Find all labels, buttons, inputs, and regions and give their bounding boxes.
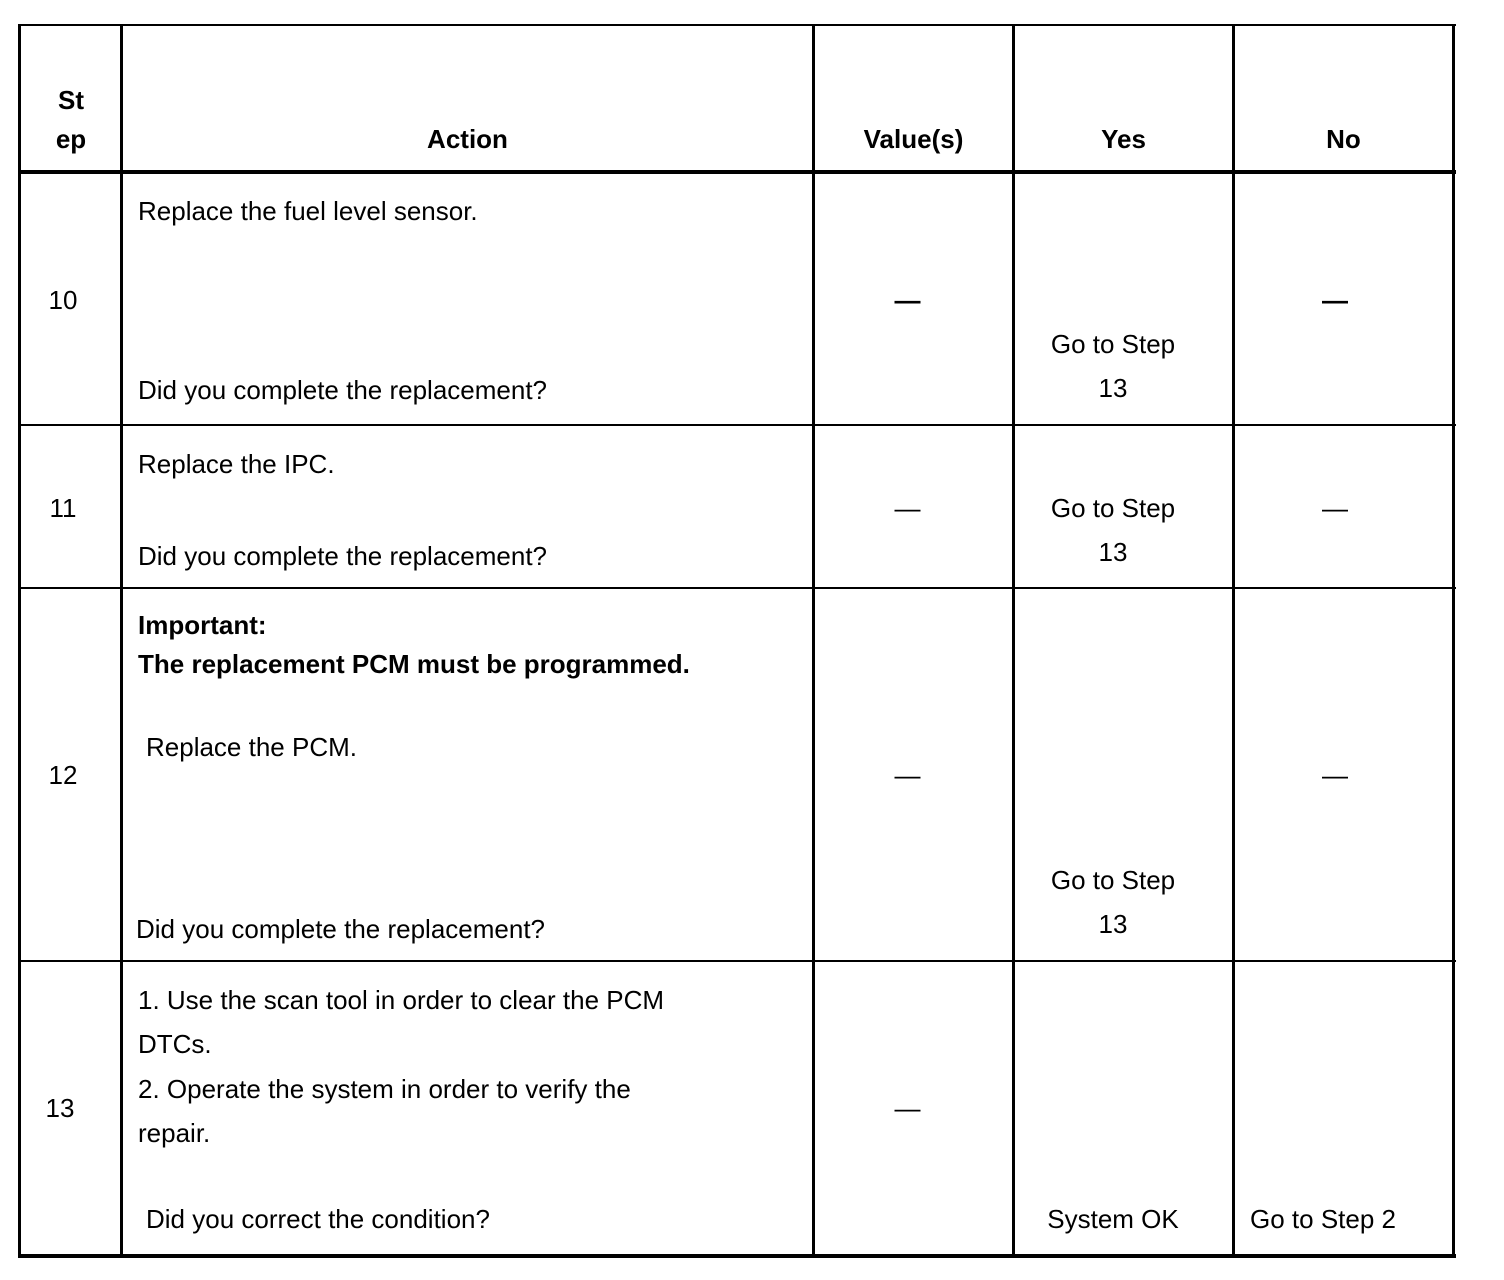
header-action: Action <box>427 124 508 154</box>
column-divider <box>1012 24 1015 1258</box>
table-border-right <box>1452 24 1455 1258</box>
step-number: 10 <box>48 285 78 315</box>
action-text: Replace the IPC. <box>138 449 335 479</box>
action-text: repair. <box>138 1118 211 1148</box>
no-cell: — <box>1322 285 1348 315</box>
value-cell: — <box>894 285 921 315</box>
important-note: The replacement PCM must be programmed. <box>138 649 690 679</box>
value-cell: — <box>894 760 921 790</box>
action-question: Did you correct the condition? <box>146 1204 490 1234</box>
column-divider <box>120 24 123 1258</box>
header-yes: Yes <box>1101 124 1146 154</box>
table-border-bottom <box>18 1254 1456 1258</box>
header-values: Value(s) <box>863 124 964 154</box>
value-cell: — <box>894 1093 921 1123</box>
no-cell: Go to Step 2 <box>1250 1204 1396 1234</box>
yes-cell-line1: Go to Step <box>1050 329 1176 359</box>
header-step-line1: St <box>58 85 84 115</box>
column-divider <box>1232 24 1235 1258</box>
yes-cell-line2: 13 <box>1098 373 1128 403</box>
yes-cell-line1: Go to Step <box>1050 493 1176 523</box>
header-step-line2: ep <box>55 124 87 154</box>
action-text: 1. Use the scan tool in order to clear the PCM <box>138 985 665 1015</box>
yes-cell-line2: 13 <box>1098 909 1128 939</box>
no-cell: — <box>1322 493 1348 523</box>
action-question: Did you complete the replacement? <box>138 375 548 405</box>
action-question: Did you complete the replacement? <box>136 914 546 944</box>
yes-cell-line2: 13 <box>1098 537 1128 567</box>
step-number: 12 <box>48 760 78 790</box>
row-divider <box>18 424 1456 426</box>
value-cell: — <box>894 493 921 523</box>
table-border-top <box>18 24 1456 26</box>
header-divider <box>18 170 1456 174</box>
column-divider <box>812 24 815 1258</box>
no-cell: — <box>1322 760 1348 790</box>
table-border-left <box>18 24 21 1258</box>
row-divider <box>18 960 1456 962</box>
header-no: No <box>1326 124 1361 154</box>
important-label: Important: <box>138 610 267 640</box>
yes-cell: System OK <box>1047 1204 1179 1234</box>
step-number: 13 <box>45 1093 75 1123</box>
action-text: DTCs. <box>138 1029 212 1059</box>
action-text: Replace the fuel level sensor. <box>138 196 478 226</box>
action-question: Did you complete the replacement? <box>138 541 548 571</box>
action-text: Replace the PCM. <box>146 732 357 762</box>
row-divider <box>18 587 1456 589</box>
yes-cell-line1: Go to Step <box>1050 865 1176 895</box>
step-number: 11 <box>49 493 77 523</box>
action-text: 2. Operate the system in order to verify the <box>138 1074 631 1104</box>
